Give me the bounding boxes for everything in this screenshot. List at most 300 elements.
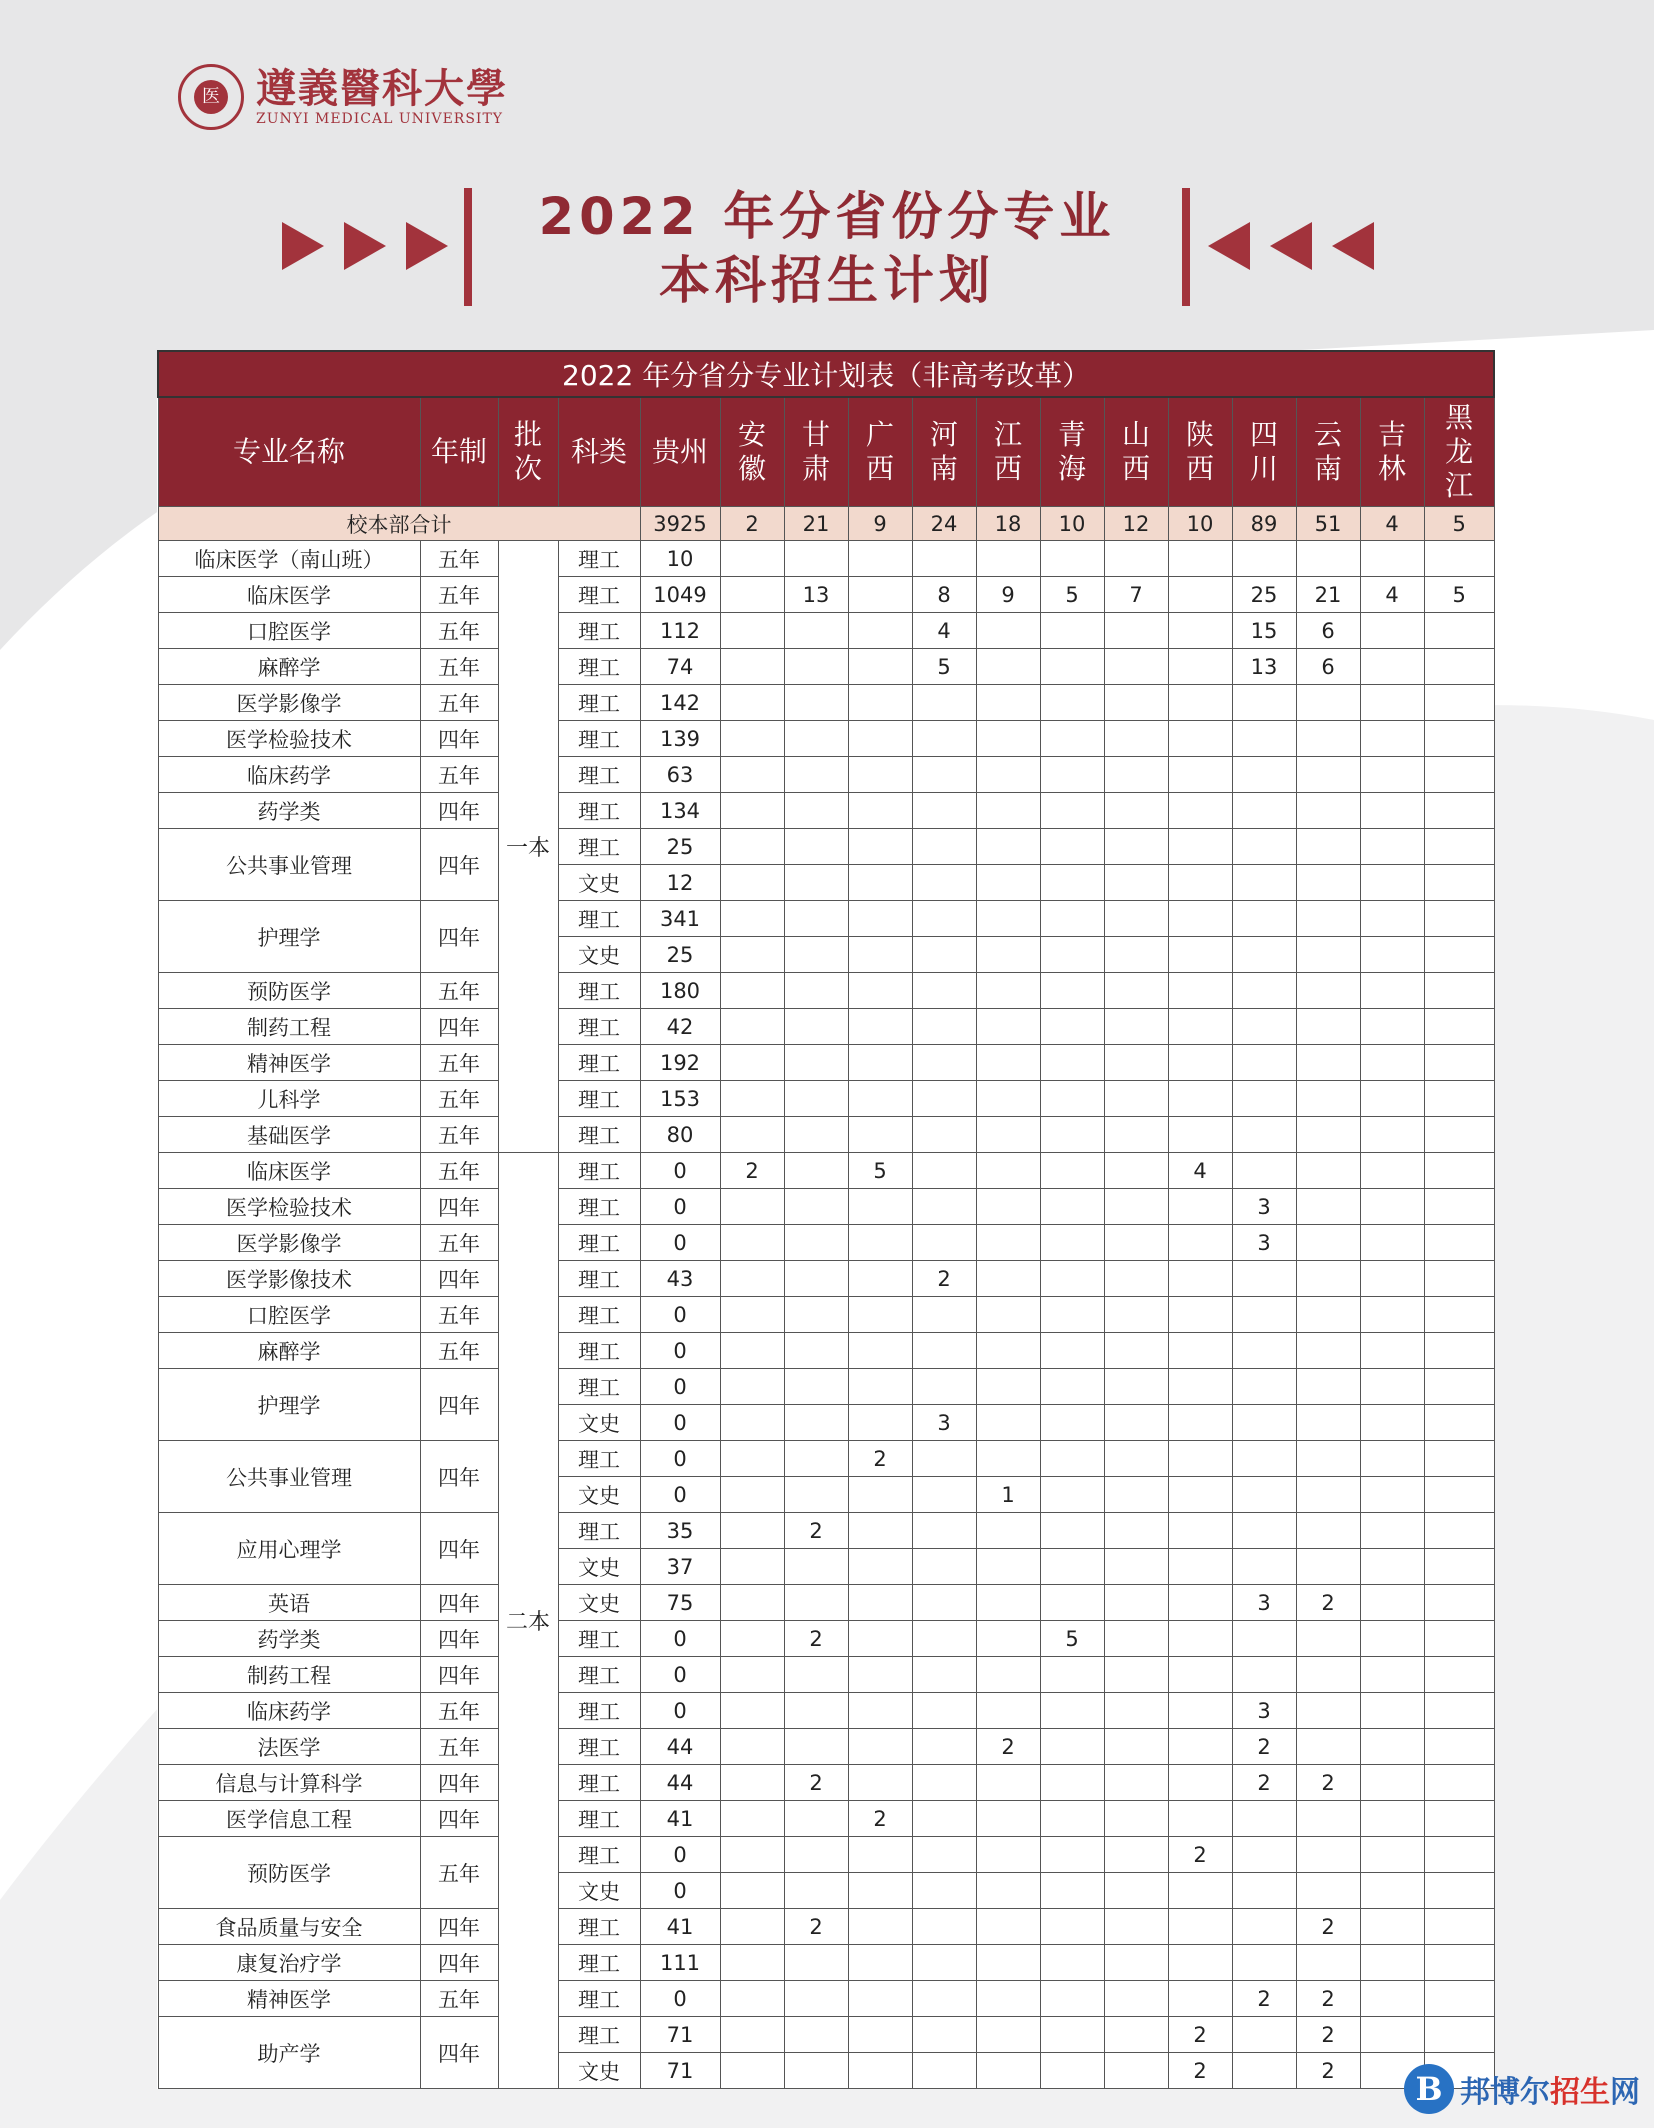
quota-cell bbox=[1040, 901, 1104, 937]
quota-cell bbox=[1232, 1837, 1296, 1873]
quota-cell bbox=[1424, 1153, 1494, 1189]
major-name: 口腔医学 bbox=[158, 1297, 420, 1333]
quota-cell bbox=[976, 1261, 1040, 1297]
quota-cell bbox=[848, 2017, 912, 2053]
quota-cell bbox=[976, 1765, 1040, 1801]
quota-cell: 37 bbox=[640, 1549, 720, 1585]
quota-cell bbox=[1424, 1333, 1494, 1369]
subject-category: 文史 bbox=[558, 1873, 640, 1909]
major-name: 药学类 bbox=[158, 1621, 420, 1657]
quota-cell bbox=[976, 1297, 1040, 1333]
quota-cell bbox=[1424, 1765, 1494, 1801]
quota-cell bbox=[1232, 541, 1296, 577]
quota-cell: 4 bbox=[1168, 1153, 1232, 1189]
quota-cell bbox=[1040, 1189, 1104, 1225]
quota-cell bbox=[1040, 1729, 1104, 1765]
major-name: 临床医学 bbox=[158, 1153, 420, 1189]
quota-cell: 6 bbox=[1296, 613, 1360, 649]
quota-cell bbox=[912, 1477, 976, 1513]
major-years: 五年 bbox=[420, 1225, 498, 1261]
quota-cell: 0 bbox=[640, 1693, 720, 1729]
quota-cell bbox=[912, 1513, 976, 1549]
quota-cell bbox=[1168, 973, 1232, 1009]
table-row bbox=[158, 1333, 1494, 1369]
quota-cell bbox=[784, 1945, 848, 1981]
quota-cell bbox=[1104, 1837, 1168, 1873]
quota-cell bbox=[976, 1837, 1040, 1873]
quota-cell bbox=[784, 829, 848, 865]
quota-cell bbox=[1360, 1729, 1424, 1765]
quota-cell bbox=[1296, 757, 1360, 793]
header-province: 云 南 bbox=[1296, 397, 1360, 507]
quota-cell bbox=[1296, 1405, 1360, 1441]
header-province: 吉 林 bbox=[1360, 397, 1424, 507]
table-row bbox=[158, 1081, 1494, 1117]
quota-cell bbox=[1040, 2053, 1104, 2089]
quota-cell: 6 bbox=[1296, 649, 1360, 685]
major-years: 五年 bbox=[420, 757, 498, 793]
quota-cell bbox=[1360, 541, 1424, 577]
quota-cell bbox=[1424, 1081, 1494, 1117]
quota-cell bbox=[1104, 1657, 1168, 1693]
quota-cell bbox=[848, 1909, 912, 1945]
quota-cell bbox=[784, 1801, 848, 1837]
major-years: 四年 bbox=[420, 1441, 498, 1513]
header-province: 江 西 bbox=[976, 397, 1040, 507]
quota-cell bbox=[1168, 1585, 1232, 1621]
quota-cell bbox=[1424, 1405, 1494, 1441]
subject-category: 理工 bbox=[558, 1333, 640, 1369]
major-years: 五年 bbox=[420, 1981, 498, 2017]
major-name: 预防医学 bbox=[158, 1837, 420, 1909]
summary-value: 4 bbox=[1360, 507, 1424, 541]
quota-cell: 0 bbox=[640, 1189, 720, 1225]
quota-cell: 2 bbox=[1296, 1909, 1360, 1945]
major-name: 医学影像学 bbox=[158, 685, 420, 721]
quota-cell bbox=[848, 649, 912, 685]
quota-cell bbox=[1104, 865, 1168, 901]
quota-cell bbox=[1360, 1441, 1424, 1477]
quota-cell bbox=[784, 721, 848, 757]
table-row bbox=[158, 1225, 1494, 1261]
quota-cell bbox=[1296, 1261, 1360, 1297]
quota-cell: 71 bbox=[640, 2053, 720, 2089]
major-years: 五年 bbox=[420, 1297, 498, 1333]
subject-category: 理工 bbox=[558, 1909, 640, 1945]
quota-cell bbox=[912, 1729, 976, 1765]
quota-cell: 0 bbox=[640, 1153, 720, 1189]
quota-cell bbox=[784, 1333, 848, 1369]
quota-cell bbox=[1040, 1369, 1104, 1405]
quota-cell: 180 bbox=[640, 973, 720, 1009]
quota-cell bbox=[976, 865, 1040, 901]
table-caption-row bbox=[158, 351, 1494, 397]
quota-cell bbox=[1040, 937, 1104, 973]
subject-category: 理工 bbox=[558, 1009, 640, 1045]
quota-cell bbox=[1296, 1009, 1360, 1045]
subject-category: 理工 bbox=[558, 685, 640, 721]
subject-category: 文史 bbox=[558, 865, 640, 901]
quota-cell bbox=[912, 1945, 976, 1981]
quota-cell bbox=[912, 901, 976, 937]
quota-cell bbox=[1104, 1189, 1168, 1225]
quota-cell bbox=[848, 1765, 912, 1801]
quota-cell bbox=[912, 2017, 976, 2053]
quota-cell bbox=[1424, 1981, 1494, 2017]
quota-cell: 80 bbox=[640, 1117, 720, 1153]
major-name: 精神医学 bbox=[158, 1981, 420, 2017]
quota-cell bbox=[1360, 1837, 1424, 1873]
quota-cell bbox=[1424, 685, 1494, 721]
quota-cell bbox=[1168, 1261, 1232, 1297]
subject-category: 理工 bbox=[558, 613, 640, 649]
quota-cell bbox=[912, 1333, 976, 1369]
quota-cell bbox=[1232, 721, 1296, 757]
quota-cell: 2 bbox=[784, 1513, 848, 1549]
quota-cell bbox=[976, 1513, 1040, 1549]
quota-cell bbox=[1104, 937, 1168, 973]
quota-cell bbox=[720, 1729, 784, 1765]
quota-cell: 63 bbox=[640, 757, 720, 793]
table-row bbox=[158, 1729, 1494, 1765]
quota-cell bbox=[720, 1081, 784, 1117]
quota-cell bbox=[1104, 1225, 1168, 1261]
quota-cell bbox=[1104, 1297, 1168, 1333]
subject-category: 理工 bbox=[558, 1621, 640, 1657]
quota-cell bbox=[1168, 685, 1232, 721]
quota-cell bbox=[1104, 1333, 1168, 1369]
quota-cell bbox=[1168, 1513, 1232, 1549]
quota-cell: 25 bbox=[1232, 577, 1296, 613]
major-years: 四年 bbox=[420, 1801, 498, 1837]
quota-cell bbox=[848, 1513, 912, 1549]
quota-cell bbox=[976, 1801, 1040, 1837]
subject-category: 文史 bbox=[558, 1405, 640, 1441]
major-name: 临床医学 bbox=[158, 577, 420, 613]
quota-cell bbox=[1104, 1621, 1168, 1657]
quota-cell bbox=[912, 1693, 976, 1729]
quota-cell bbox=[848, 2053, 912, 2089]
quota-cell bbox=[1360, 1297, 1424, 1333]
quota-cell: 3 bbox=[912, 1405, 976, 1441]
quota-cell bbox=[976, 1549, 1040, 1585]
quota-cell bbox=[848, 577, 912, 613]
quota-cell bbox=[976, 2017, 1040, 2053]
major-years: 五年 bbox=[420, 541, 498, 577]
table-row bbox=[158, 1909, 1494, 1945]
subject-category: 理工 bbox=[558, 1513, 640, 1549]
quota-cell bbox=[848, 685, 912, 721]
quota-cell bbox=[1360, 1333, 1424, 1369]
quota-cell bbox=[848, 1333, 912, 1369]
subject-category: 理工 bbox=[558, 1837, 640, 1873]
header-province: 广 西 bbox=[848, 397, 912, 507]
quota-cell bbox=[720, 1009, 784, 1045]
table-row bbox=[158, 541, 1494, 577]
quota-cell: 71 bbox=[640, 2017, 720, 2053]
quota-cell bbox=[784, 1693, 848, 1729]
subject-category: 理工 bbox=[558, 649, 640, 685]
quota-cell: 3 bbox=[1232, 1225, 1296, 1261]
major-name: 基础医学 bbox=[158, 1117, 420, 1153]
quota-cell bbox=[1424, 1585, 1494, 1621]
quota-cell bbox=[1168, 1621, 1232, 1657]
quota-cell bbox=[720, 973, 784, 1009]
quota-cell bbox=[1232, 829, 1296, 865]
quota-cell bbox=[784, 793, 848, 829]
subject-category: 理工 bbox=[558, 1657, 640, 1693]
quota-cell bbox=[1168, 1189, 1232, 1225]
quota-cell: 134 bbox=[640, 793, 720, 829]
quota-cell bbox=[1424, 1873, 1494, 1909]
quota-cell bbox=[720, 1765, 784, 1801]
quota-cell bbox=[976, 1981, 1040, 2017]
quota-cell: 3 bbox=[1232, 1189, 1296, 1225]
subject-category: 理工 bbox=[558, 1729, 640, 1765]
quota-cell bbox=[1232, 1045, 1296, 1081]
quota-cell bbox=[1360, 1945, 1424, 1981]
quota-cell bbox=[1232, 1873, 1296, 1909]
university-name-cn: 遵義醫科大學 bbox=[256, 65, 508, 112]
quota-cell bbox=[784, 2017, 848, 2053]
quota-cell: 0 bbox=[640, 1225, 720, 1261]
quota-cell bbox=[848, 1261, 912, 1297]
site-name: 邦博尔招生网 bbox=[1460, 2075, 1640, 2110]
subject-category: 理工 bbox=[558, 1297, 640, 1333]
table-row bbox=[158, 1765, 1494, 1801]
quota-cell bbox=[784, 1405, 848, 1441]
quota-cell bbox=[976, 1117, 1040, 1153]
major-years: 五年 bbox=[420, 973, 498, 1009]
quota-cell bbox=[1360, 685, 1424, 721]
table-row bbox=[158, 1117, 1494, 1153]
quota-cell: 13 bbox=[1232, 649, 1296, 685]
quota-cell bbox=[1296, 973, 1360, 1009]
quota-cell bbox=[1040, 1009, 1104, 1045]
quota-cell bbox=[976, 1873, 1040, 1909]
quota-cell bbox=[912, 1117, 976, 1153]
major-name: 制药工程 bbox=[158, 1657, 420, 1693]
quota-cell: 4 bbox=[1360, 577, 1424, 613]
quota-cell bbox=[848, 901, 912, 937]
quota-cell bbox=[848, 829, 912, 865]
quota-cell: 2 bbox=[784, 1909, 848, 1945]
quota-cell bbox=[1168, 1981, 1232, 2017]
quota-cell bbox=[848, 1369, 912, 1405]
quota-cell bbox=[1232, 685, 1296, 721]
major-years: 四年 bbox=[420, 2017, 498, 2089]
quota-cell bbox=[1104, 721, 1168, 757]
major-name: 医学信息工程 bbox=[158, 1801, 420, 1837]
quota-cell bbox=[1424, 1477, 1494, 1513]
table-row bbox=[158, 1261, 1494, 1297]
header-province: 贵州 bbox=[640, 397, 720, 507]
quota-cell bbox=[1104, 1009, 1168, 1045]
quota-cell bbox=[976, 1621, 1040, 1657]
table-row bbox=[158, 1585, 1494, 1621]
quota-cell bbox=[1168, 1945, 1232, 1981]
quota-cell bbox=[912, 1009, 976, 1045]
quota-cell: 4 bbox=[912, 613, 976, 649]
quota-cell bbox=[1232, 2017, 1296, 2053]
summary-value: 24 bbox=[912, 507, 976, 541]
quota-cell bbox=[1040, 793, 1104, 829]
quota-cell bbox=[1360, 1405, 1424, 1441]
quota-cell bbox=[1232, 1549, 1296, 1585]
header-province: 山 西 bbox=[1104, 397, 1168, 507]
quota-cell: 2 bbox=[1296, 2053, 1360, 2089]
quota-cell bbox=[1104, 1765, 1168, 1801]
quota-cell bbox=[1296, 829, 1360, 865]
quota-cell bbox=[1232, 2053, 1296, 2089]
quota-cell bbox=[1424, 2017, 1494, 2053]
summary-value: 21 bbox=[784, 507, 848, 541]
quota-cell bbox=[912, 1765, 976, 1801]
quota-cell bbox=[1168, 865, 1232, 901]
quota-cell bbox=[1168, 577, 1232, 613]
quota-cell bbox=[912, 1081, 976, 1117]
table-row bbox=[158, 685, 1494, 721]
quota-cell: 10 bbox=[640, 541, 720, 577]
quota-cell bbox=[1296, 685, 1360, 721]
major-years: 五年 bbox=[420, 1729, 498, 1765]
major-name: 药学类 bbox=[158, 793, 420, 829]
title-divider-right bbox=[1182, 188, 1190, 306]
quota-cell: 2 bbox=[1232, 1981, 1296, 2017]
quota-cell bbox=[784, 613, 848, 649]
quota-cell bbox=[912, 1837, 976, 1873]
quota-cell bbox=[1168, 829, 1232, 865]
quota-cell bbox=[720, 1945, 784, 1981]
quota-cell bbox=[1360, 1513, 1424, 1549]
quota-cell bbox=[1040, 1693, 1104, 1729]
quota-cell bbox=[848, 1549, 912, 1585]
quota-cell: 1 bbox=[976, 1477, 1040, 1513]
table-row bbox=[158, 1513, 1494, 1549]
major-years: 四年 bbox=[420, 1945, 498, 1981]
quota-cell bbox=[1296, 865, 1360, 901]
quota-cell bbox=[1104, 1405, 1168, 1441]
header-province: 河 南 bbox=[912, 397, 976, 507]
summary-row bbox=[158, 507, 1494, 541]
summary-value: 18 bbox=[976, 507, 1040, 541]
quota-cell bbox=[1168, 1405, 1232, 1441]
major-years: 四年 bbox=[420, 1909, 498, 1945]
site-watermark bbox=[1404, 2064, 1640, 2114]
quota-cell bbox=[784, 685, 848, 721]
major-name: 儿科学 bbox=[158, 1081, 420, 1117]
quota-cell bbox=[1104, 649, 1168, 685]
quota-cell bbox=[784, 1117, 848, 1153]
quota-cell bbox=[848, 721, 912, 757]
quota-cell bbox=[1360, 1009, 1424, 1045]
quota-cell bbox=[784, 973, 848, 1009]
quota-cell bbox=[1424, 1909, 1494, 1945]
batch-label: 一本 bbox=[498, 541, 558, 1153]
quota-cell bbox=[784, 1837, 848, 1873]
enrollment-plan-table-container bbox=[157, 350, 1493, 2089]
quota-cell bbox=[1232, 1945, 1296, 1981]
quota-cell bbox=[912, 937, 976, 973]
quota-cell bbox=[784, 1009, 848, 1045]
quota-cell bbox=[912, 2053, 976, 2089]
quota-cell bbox=[1360, 793, 1424, 829]
quota-cell bbox=[1424, 1045, 1494, 1081]
quota-cell bbox=[848, 613, 912, 649]
quota-cell bbox=[976, 1189, 1040, 1225]
major-years: 五年 bbox=[420, 685, 498, 721]
quota-cell bbox=[912, 1297, 976, 1333]
quota-cell bbox=[784, 865, 848, 901]
quota-cell bbox=[1104, 1945, 1168, 1981]
quota-cell bbox=[1424, 829, 1494, 865]
quota-cell: 41 bbox=[640, 1801, 720, 1837]
major-name: 英语 bbox=[158, 1585, 420, 1621]
quota-cell bbox=[1168, 1081, 1232, 1117]
quota-cell bbox=[1360, 2017, 1424, 2053]
quota-cell bbox=[1104, 757, 1168, 793]
major-name: 精神医学 bbox=[158, 1045, 420, 1081]
quota-cell bbox=[1360, 721, 1424, 757]
quota-cell bbox=[848, 1729, 912, 1765]
quota-cell bbox=[1232, 1477, 1296, 1513]
quota-cell: 0 bbox=[640, 1477, 720, 1513]
major-name: 麻醉学 bbox=[158, 1333, 420, 1369]
quota-cell: 2 bbox=[912, 1261, 976, 1297]
subject-category: 理工 bbox=[558, 2017, 640, 2053]
quota-cell bbox=[976, 1657, 1040, 1693]
page-title-line2: 本科招生计划 bbox=[658, 252, 995, 311]
quota-cell bbox=[720, 1333, 784, 1369]
quota-cell: 25 bbox=[640, 937, 720, 973]
quota-cell bbox=[1296, 1657, 1360, 1693]
quota-cell bbox=[1360, 1045, 1424, 1081]
quota-cell bbox=[1360, 757, 1424, 793]
quota-cell: 0 bbox=[640, 1837, 720, 1873]
major-name: 临床药学 bbox=[158, 757, 420, 793]
major-years: 四年 bbox=[420, 1765, 498, 1801]
quota-cell bbox=[720, 1981, 784, 2017]
table-row bbox=[158, 1837, 1494, 1873]
quota-cell bbox=[1296, 1549, 1360, 1585]
table-row bbox=[158, 1009, 1494, 1045]
quota-cell bbox=[1424, 1513, 1494, 1549]
quota-cell bbox=[848, 1405, 912, 1441]
quota-cell bbox=[912, 1441, 976, 1477]
quota-cell bbox=[1296, 1873, 1360, 1909]
major-years: 五年 bbox=[420, 649, 498, 685]
quota-cell bbox=[1168, 1549, 1232, 1585]
table-row bbox=[158, 649, 1494, 685]
quota-cell bbox=[1168, 1297, 1232, 1333]
quota-cell bbox=[720, 865, 784, 901]
quota-cell bbox=[1232, 1333, 1296, 1369]
quota-cell bbox=[1168, 1369, 1232, 1405]
quota-cell bbox=[1360, 1765, 1424, 1801]
table-row bbox=[158, 1945, 1494, 1981]
quota-cell bbox=[1104, 1441, 1168, 1477]
quota-cell: 13 bbox=[784, 577, 848, 613]
quota-cell bbox=[1040, 613, 1104, 649]
quota-cell bbox=[912, 1369, 976, 1405]
quota-cell bbox=[1168, 1657, 1232, 1693]
quota-cell: 43 bbox=[640, 1261, 720, 1297]
summary-value: 51 bbox=[1296, 507, 1360, 541]
quota-cell bbox=[1424, 1621, 1494, 1657]
quota-cell bbox=[720, 1549, 784, 1585]
major-years: 五年 bbox=[420, 1045, 498, 1081]
quota-cell bbox=[1040, 685, 1104, 721]
